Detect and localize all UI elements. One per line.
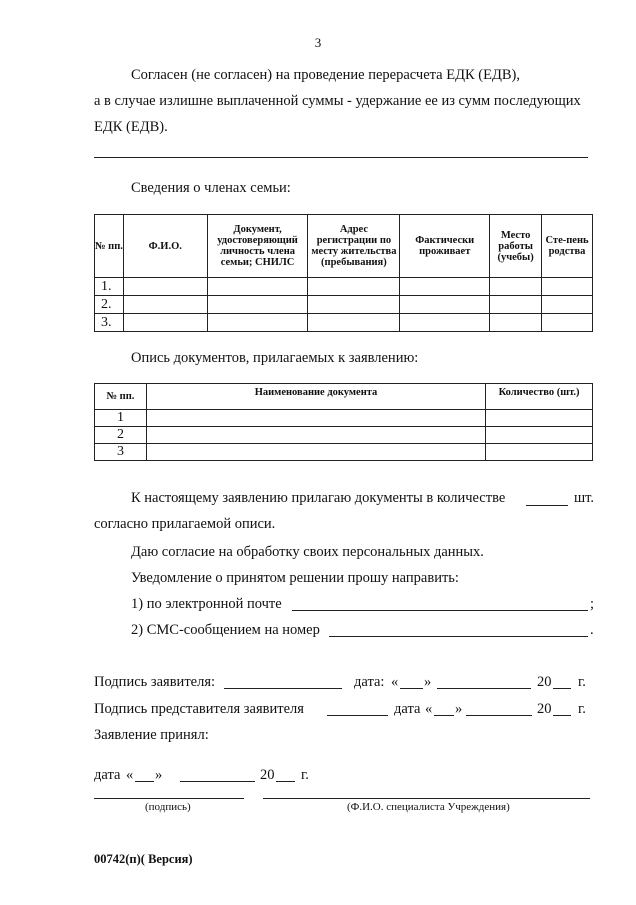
family-section-title: Сведения о членах семьи: [131,180,291,196]
table-row [95,314,593,332]
fio-cell[interactable] [123,296,207,314]
family-header-lives: Фактически проживает [400,215,490,278]
family-table-header [95,215,593,278]
sms-end: . [590,622,594,638]
count-cell[interactable] [486,427,593,444]
notify-title: Уведомление о принятом решении прошу направить: [131,570,459,586]
representative-quote-open: « [425,701,433,717]
document-name-cell[interactable] [146,410,485,427]
document-name-cell[interactable] [146,427,485,444]
family-table [94,214,593,332]
count-cell[interactable] [486,444,593,461]
relation-cell[interactable] [542,278,593,296]
table-row [95,296,593,314]
family-header-fio: Ф.И.О. [123,215,207,278]
representative-year-prefix: 20 [537,701,552,717]
table-row [95,427,593,444]
row-number: 2. [95,296,124,314]
consent-line-3: ЕДК (ЕДВ). [94,119,168,135]
page-number: 3 [314,35,322,50]
consent-line-2: а в случае излишне выплаченной суммы - удержание ее из сумм последующих [94,93,581,109]
row-number: 1 [95,410,147,427]
accepted-date-label: дата [94,767,121,783]
docs-header-num: № пп. [95,384,147,410]
representative-quote-close: » [455,701,463,717]
consent-line-1-text: Согласен (не согласен) на проведение перерасчета ЕДК (ЕДВ), [131,67,520,83]
representative-signature-label: Подпись представителя заявителя [94,701,304,717]
applicant-month-field[interactable] [437,688,531,689]
fio-caption: (Ф.И.О. специалиста Учреждения) [347,801,510,813]
docs-header-name: Наименование документа [146,384,485,410]
attach-line-1-prefix: К настоящему заявлению прилагаю документы в количестве [131,490,506,506]
work-cell[interactable] [490,278,542,296]
row-number: 3 [95,444,147,461]
sms-phone-field[interactable] [329,636,588,637]
document-cell[interactable] [207,296,308,314]
personal-data-consent: Даю согласие на обработку своих персональных данных. [131,544,484,560]
address-cell[interactable] [308,296,400,314]
consent-line-1 [131,68,591,83]
email-end: ; [590,596,595,612]
email-field[interactable] [292,610,588,611]
family-header-address: Адрес регистрации по месту жительства (пребывания) [308,215,400,278]
lives-cell[interactable] [400,314,490,332]
specialist-fio-field[interactable] [263,798,590,799]
work-cell[interactable] [490,314,542,332]
applicant-quote-close: » [424,674,432,690]
accepted-year-prefix: 20 [260,767,275,783]
address-cell[interactable] [308,278,400,296]
applicant-quote-open: « [391,674,399,690]
representative-date-label: дата [394,701,421,717]
docs-header-count: Количество (шт.) [486,384,593,410]
family-header-document: Документ, удостоверяющий личность члена семьи; СНИЛС [207,215,308,278]
work-cell[interactable] [490,296,542,314]
lives-cell[interactable] [400,296,490,314]
docs-section-title: Опись документов, прилагаемых к заявлению: [131,350,419,366]
relation-cell[interactable] [542,296,593,314]
family-header-num: № пп. [95,215,124,278]
table-row [95,410,593,427]
representative-year-field[interactable] [553,715,571,716]
representative-month-field[interactable] [466,715,532,716]
sms-label: 2) СМС-сообщением на номер [131,622,320,638]
table-row [95,444,593,461]
row-number: 1. [95,278,124,296]
form-code: 00742(п)( Версия) [94,852,193,866]
representative-signature-field[interactable] [327,715,388,716]
applicant-year-prefix: 20 [537,674,552,690]
attach-line-1 [131,490,595,506]
consent-rule [94,157,588,158]
applicant-year-field[interactable] [553,688,571,689]
accepted-label: Заявление принял: [94,727,209,743]
applicant-year-suffix: г. [578,674,586,690]
applicant-day-field[interactable] [400,688,423,689]
document-cell[interactable] [207,278,308,296]
signature-caption: (подпись) [145,801,191,813]
accepted-quote-open: « [126,767,134,783]
accepted-quote-close: » [155,767,163,783]
relation-cell[interactable] [542,314,593,332]
address-cell[interactable] [308,314,400,332]
fio-cell[interactable] [123,314,207,332]
count-cell[interactable] [486,410,593,427]
lives-cell[interactable] [400,278,490,296]
representative-day-field[interactable] [434,715,454,716]
document-cell[interactable] [207,314,308,332]
email-label: 1) по электронной почте [131,596,282,612]
family-header-work: Место работы (учебы) [490,215,542,278]
accepted-year-suffix: г. [301,767,309,783]
document-name-cell[interactable] [146,444,485,461]
attach-count-field[interactable] [526,505,568,506]
family-header-relation: Сте-пень родства [542,215,593,278]
row-number: 2 [95,427,147,444]
accepted-day-field[interactable] [135,781,154,782]
applicant-signature-field[interactable] [224,688,342,689]
fio-cell[interactable] [123,278,207,296]
applicant-signature-label: Подпись заявителя: [94,674,216,690]
docs-table-header [95,384,593,410]
applicant-date-label: дата: [354,674,385,690]
attach-line-2: согласно прилагаемой описи. [94,516,276,532]
accepted-month-field[interactable] [180,781,255,782]
accepted-year-field[interactable] [276,781,295,782]
table-row [95,278,593,296]
row-number: 3. [95,314,124,332]
attach-line-1-suffix: шт. [574,490,595,506]
representative-year-suffix: г. [578,701,586,717]
specialist-signature-field[interactable] [94,798,244,799]
docs-table [94,383,593,461]
